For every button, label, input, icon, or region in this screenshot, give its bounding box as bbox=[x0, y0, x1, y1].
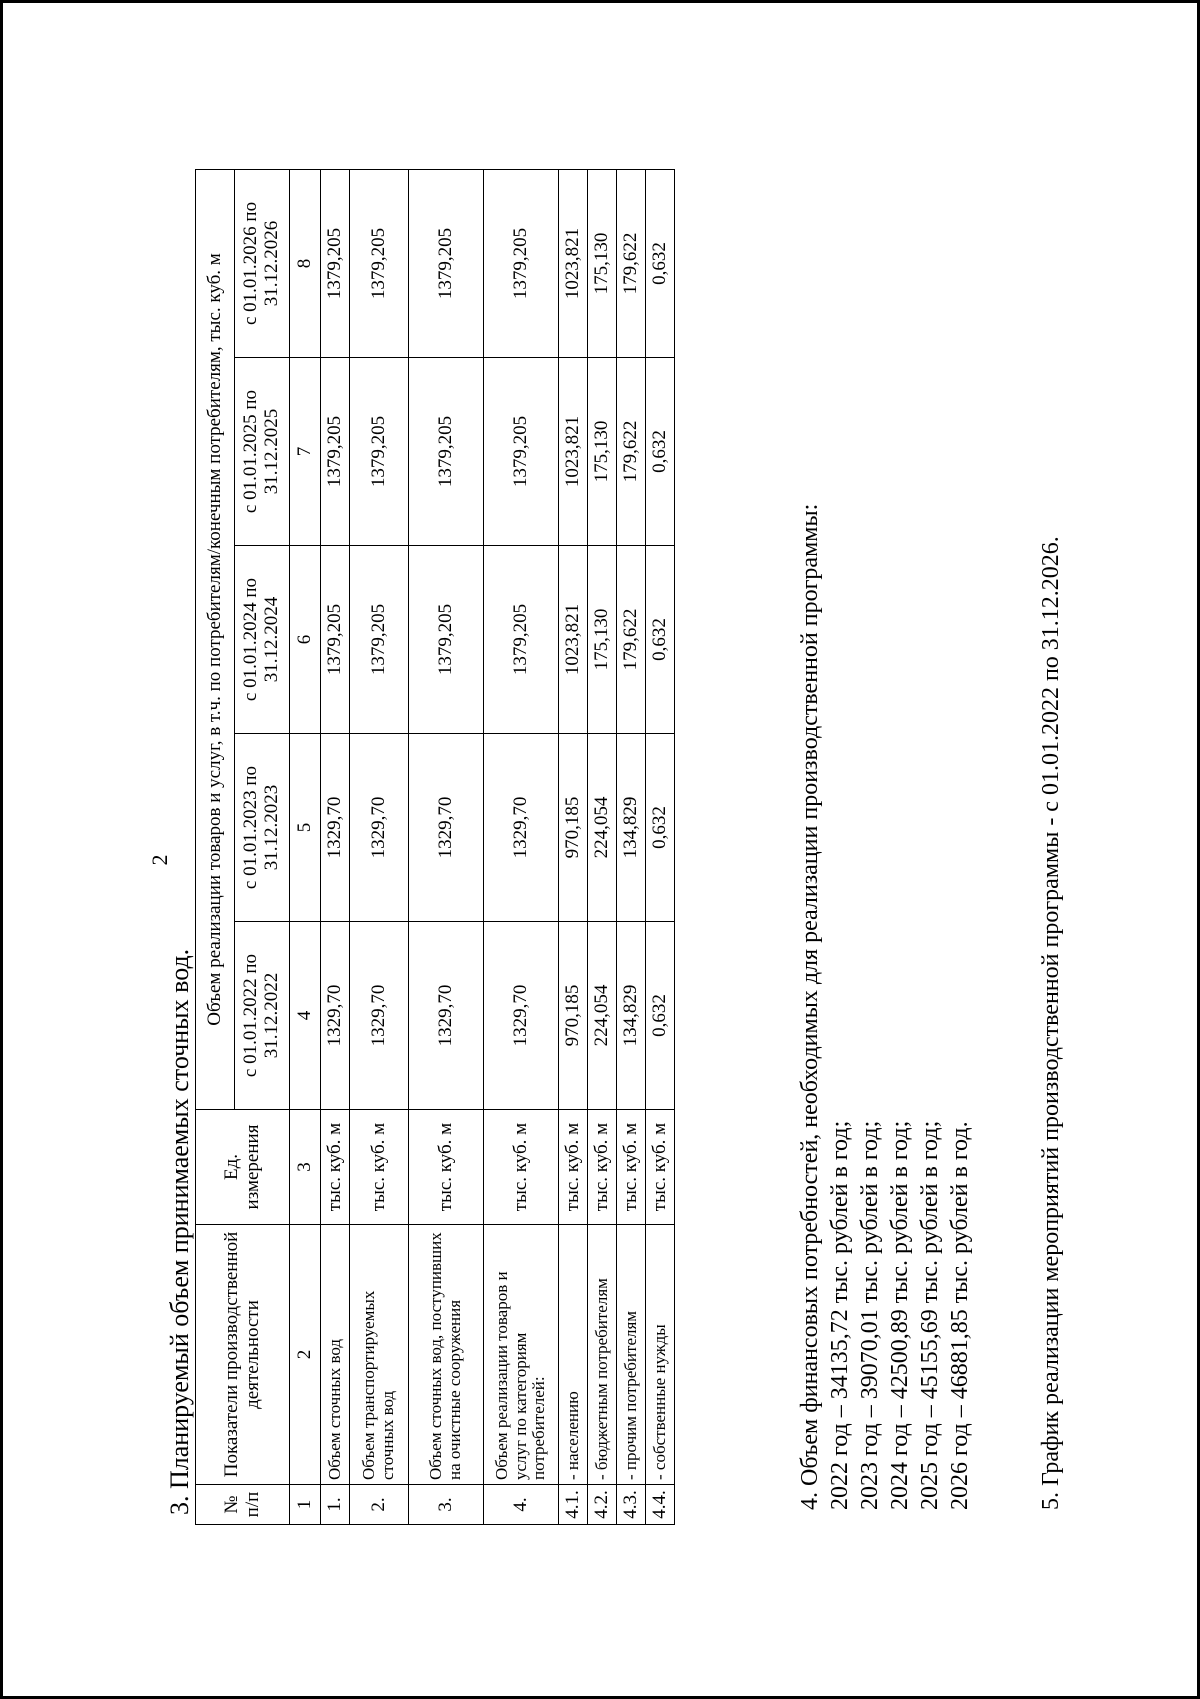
wastewater-volume-table-wrap bbox=[195, 170, 675, 1525]
row-value: 175,130 bbox=[588, 358, 617, 546]
column-number-row bbox=[290, 169, 321, 1524]
row-value: 0,632 bbox=[646, 734, 675, 922]
row-value: 1379,205 bbox=[321, 169, 350, 357]
row-value: 175,130 bbox=[588, 546, 617, 734]
row-num: 4.4. bbox=[646, 1485, 675, 1525]
row-value: 1329,70 bbox=[321, 734, 350, 922]
row-value: 175,130 bbox=[588, 169, 617, 357]
row-num: 4.1. bbox=[559, 1485, 588, 1525]
wastewater-volume-table bbox=[195, 169, 675, 1525]
column-number: 3 bbox=[290, 1110, 321, 1225]
page-number: 2 bbox=[147, 854, 172, 866]
table-row bbox=[646, 169, 675, 1524]
section-5-schedule: 5. График реализации мероприятий производственной программы - с 01.01.2022 по 31.12.2026. bbox=[1038, 536, 1064, 1510]
column-number: 8 bbox=[290, 169, 321, 357]
row-name: - прочим потребителям bbox=[617, 1225, 646, 1485]
row-value: 0,632 bbox=[646, 169, 675, 357]
row-value: 1329,70 bbox=[350, 922, 409, 1110]
table-row bbox=[559, 169, 588, 1524]
table-row bbox=[350, 169, 409, 1524]
row-name: Объем реализации товаров и услуг по категориям потребителей: bbox=[484, 1225, 559, 1485]
row-unit: тыс. куб. м bbox=[350, 1110, 409, 1225]
row-value: 1329,70 bbox=[350, 734, 409, 922]
row-value: 224,054 bbox=[588, 922, 617, 1110]
row-num: 2. bbox=[350, 1485, 409, 1525]
section-4-title: 4. Объем финансовых потребностей, необходимых для реализации производственной программы: bbox=[797, 503, 823, 1510]
row-value: 1379,205 bbox=[484, 169, 559, 357]
financial-line-2025: 2025 год – 45155,69 тыс. рублей в год; bbox=[917, 1120, 943, 1510]
row-name: Объем транспортируемых сточных вод bbox=[350, 1225, 409, 1485]
financial-line-2023: 2023 год – 39070,01 тыс. рублей в год; bbox=[857, 1120, 883, 1510]
header-period-2024: с 01.01.2024 по 31.12.2024 bbox=[235, 546, 290, 734]
row-value: 1379,205 bbox=[484, 358, 559, 546]
row-name: Объем сточных вод bbox=[321, 1225, 350, 1485]
financial-line-2022: 2022 год – 34135,72 тыс. рублей в год; bbox=[827, 1120, 853, 1510]
section-3-title: 3. Планируемый объем принимаемых сточных вод. bbox=[165, 948, 194, 1515]
row-name: - населению bbox=[559, 1225, 588, 1485]
row-value: 970,185 bbox=[559, 922, 588, 1110]
row-value: 179,622 bbox=[617, 546, 646, 734]
row-num: 3. bbox=[409, 1485, 484, 1525]
column-number: 1 bbox=[290, 1485, 321, 1525]
row-unit: тыс. куб. м bbox=[321, 1110, 350, 1225]
header-period-2023: с 01.01.2023 по 31.12.2023 bbox=[235, 734, 290, 922]
column-number: 6 bbox=[290, 546, 321, 734]
row-value: 1379,205 bbox=[350, 169, 409, 357]
row-value: 1379,205 bbox=[321, 546, 350, 734]
column-number: 2 bbox=[290, 1225, 321, 1485]
row-value: 224,054 bbox=[588, 734, 617, 922]
row-value: 1379,205 bbox=[484, 546, 559, 734]
table-row bbox=[617, 169, 646, 1524]
section-4-financial-needs bbox=[795, 504, 975, 1510]
row-value: 1023,821 bbox=[559, 358, 588, 546]
header-unit: Ед. измерения bbox=[196, 1110, 290, 1225]
row-num: 1. bbox=[321, 1485, 350, 1525]
row-value: 1329,70 bbox=[409, 922, 484, 1110]
column-number: 7 bbox=[290, 358, 321, 546]
row-value: 134,829 bbox=[617, 734, 646, 922]
row-value: 1329,70 bbox=[409, 734, 484, 922]
row-value: 1379,205 bbox=[409, 546, 484, 734]
header-indicator: Показатели производственной деятельности bbox=[196, 1225, 290, 1485]
row-unit: тыс. куб. м bbox=[588, 1110, 617, 1225]
header-volume-group: Объем реализации товаров и услуг, в т.ч. по потребителям/конечным потребителям, тыс. куб. м bbox=[196, 169, 235, 1109]
header-period-2025: с 01.01.2025 по 31.12.2025 bbox=[235, 358, 290, 546]
row-value: 0,632 bbox=[646, 922, 675, 1110]
header-row bbox=[196, 169, 235, 1524]
header-period-2026: с 01.01.2026 по 31.12.2026 bbox=[235, 169, 290, 357]
row-value: 0,632 bbox=[646, 358, 675, 546]
row-value: 1329,70 bbox=[484, 734, 559, 922]
row-value: 1379,205 bbox=[350, 358, 409, 546]
row-value: 1329,70 bbox=[321, 922, 350, 1110]
row-value: 1379,205 bbox=[409, 358, 484, 546]
row-name: Объем сточных вод, поступивших на очистные сооружения bbox=[409, 1225, 484, 1485]
row-value: 0,632 bbox=[646, 546, 675, 734]
column-number: 5 bbox=[290, 734, 321, 922]
table-row bbox=[409, 169, 484, 1524]
row-value: 1379,205 bbox=[350, 546, 409, 734]
row-value: 134,829 bbox=[617, 922, 646, 1110]
row-num: 4. bbox=[484, 1485, 559, 1525]
financial-line-2024: 2024 год – 42500,89 тыс. рублей в год; bbox=[887, 1120, 913, 1510]
row-value: 179,622 bbox=[617, 169, 646, 357]
table-row bbox=[484, 169, 559, 1524]
row-value: 1379,205 bbox=[321, 358, 350, 546]
row-value: 970,185 bbox=[559, 734, 588, 922]
row-unit: тыс. куб. м bbox=[617, 1110, 646, 1225]
column-number: 4 bbox=[290, 922, 321, 1110]
table-row bbox=[321, 169, 350, 1524]
row-name: - собственные нужды bbox=[646, 1225, 675, 1485]
row-unit: тыс. куб. м bbox=[409, 1110, 484, 1225]
row-value: 1379,205 bbox=[409, 169, 484, 357]
rotated-content bbox=[55, 65, 1145, 1655]
row-value: 179,622 bbox=[617, 358, 646, 546]
row-num: 4.3. bbox=[617, 1485, 646, 1525]
header-num: № п/п bbox=[196, 1485, 290, 1525]
row-value: 1023,821 bbox=[559, 546, 588, 734]
header-period-2022: с 01.01.2022 по 31.12.2022 bbox=[235, 922, 290, 1110]
row-value: 1329,70 bbox=[484, 922, 559, 1110]
row-unit: тыс. куб. м bbox=[646, 1110, 675, 1225]
row-name: - бюджетным потребителям bbox=[588, 1225, 617, 1485]
row-num: 4.2. bbox=[588, 1485, 617, 1525]
row-unit: тыс. куб. м bbox=[559, 1110, 588, 1225]
row-unit: тыс. куб. м bbox=[484, 1110, 559, 1225]
row-value: 1023,821 bbox=[559, 169, 588, 357]
table-row bbox=[588, 169, 617, 1524]
financial-line-2026: 2026 год – 46881,85 тыс. рублей в год. bbox=[947, 1121, 973, 1510]
